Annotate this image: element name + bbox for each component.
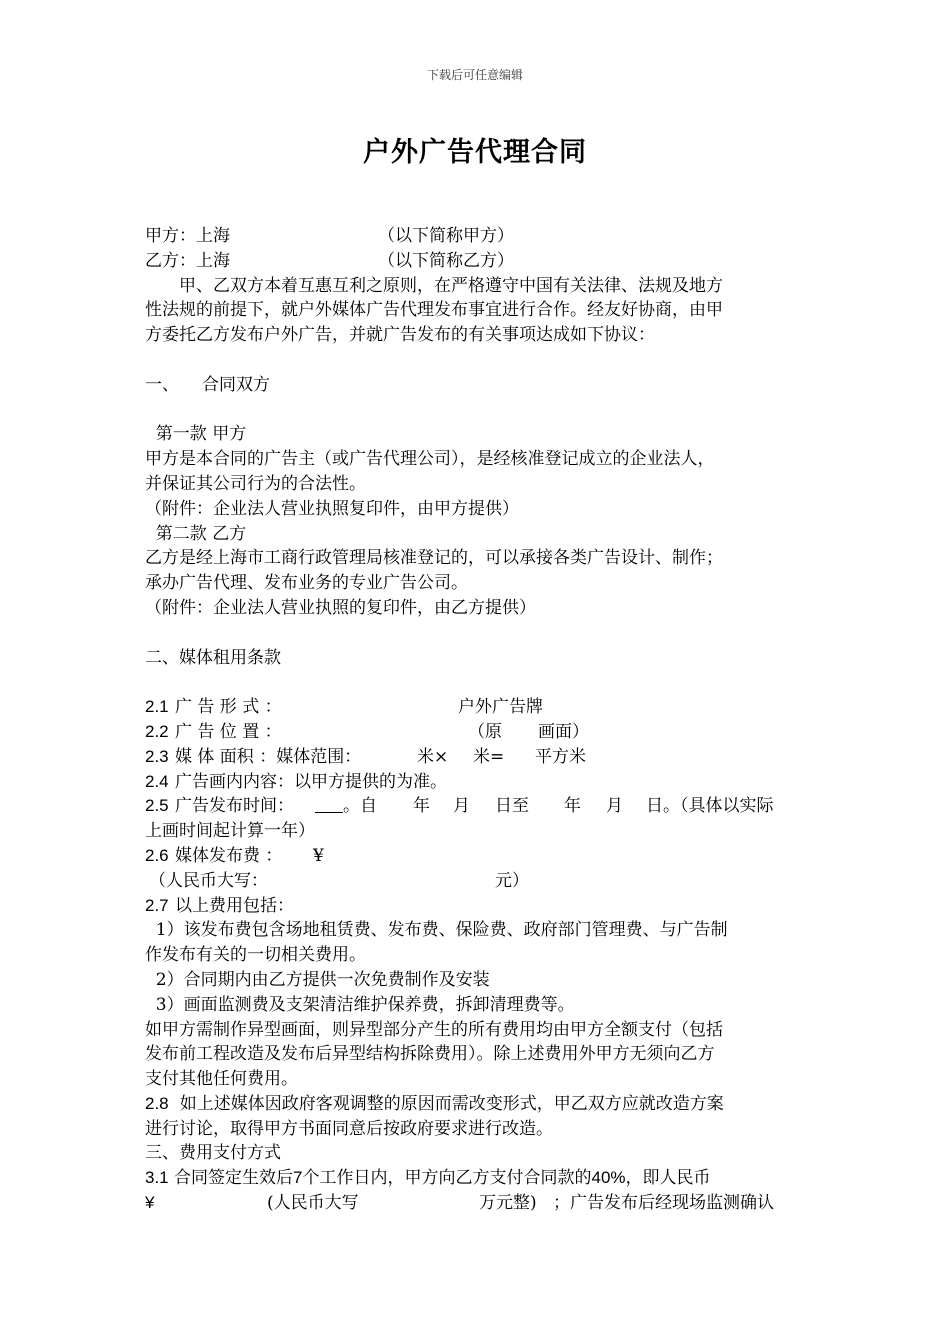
- section-2-heading: 二、媒体租用条款: [145, 647, 281, 668]
- media-area-unit: 米=: [473, 746, 505, 767]
- item-2-8-continuation: 进行讨论，取得甲方书面同意后按政府要求进行改造。: [145, 1118, 553, 1139]
- item-2-7: [145, 894, 810, 919]
- item-text: 以上费用包括：: [175, 895, 294, 916]
- item-number: 2.4: [145, 771, 169, 791]
- clause-1-attachment: （附件：企业法人营业执照复印件，由甲方提供）: [145, 498, 519, 519]
- clause-1-title: 第一款 甲方: [145, 424, 247, 445]
- rmb-unit: 万元整): [479, 1193, 537, 1214]
- item-number: 2.3: [145, 746, 169, 766]
- item-2-5: [145, 794, 810, 819]
- party-b-line: [145, 249, 810, 274]
- party-b-label: 乙方：上海: [145, 250, 230, 271]
- item-2-5-continuation: 上画时间起计算一年）: [145, 821, 315, 842]
- ad-form-value: 户外广告牌: [458, 697, 543, 718]
- contract-body: [145, 224, 810, 1216]
- clause-2-title: 第二款 乙方: [145, 523, 247, 544]
- party-b-alias: （以下简称乙方）: [378, 250, 514, 271]
- date-text: 年: [413, 796, 430, 817]
- item-2-7-point-3: 3）画面监测费及支架清洁维护保养费，拆卸清理费等。: [145, 994, 575, 1015]
- item-number: 2.7: [145, 895, 169, 915]
- date-text: 日。（具体以实际: [646, 796, 774, 817]
- item-number: 2.1: [145, 697, 169, 717]
- item-text: 个工作日内，甲方向乙方支付合同款的: [302, 1168, 592, 1189]
- item-2-6-rmb: [145, 869, 810, 894]
- media-area-unit: 米×: [417, 746, 449, 767]
- item-number: 2.6: [145, 845, 169, 865]
- item-text: 合同签定生效后: [174, 1168, 294, 1189]
- rmb-label: （人民币大写：: [149, 870, 268, 891]
- item-2-6: [145, 844, 810, 869]
- media-area-unit: 平方米: [535, 746, 586, 767]
- date-text: 月: [606, 796, 623, 817]
- item-text: ；广告发布后经现场监测确认: [553, 1193, 774, 1214]
- item-label: 媒 体 面积 ：媒体范围：: [175, 746, 362, 767]
- item-label: 广 告 位 置 ：: [175, 721, 282, 742]
- item-number: 3.1: [145, 1168, 169, 1188]
- publish-time-blank: [315, 794, 343, 813]
- party-a-alias: （以下简称甲方）: [378, 226, 514, 246]
- date-text: 年: [564, 796, 581, 817]
- payment-percent: 40%: [591, 1168, 626, 1188]
- intro-line: 方委托乙方发布户外广告，并就广告发布的有关事项达成如下协议：: [145, 325, 655, 346]
- item-number: 2.5: [145, 796, 169, 816]
- item-2-7-point-1: 作发布有关的一切相关费用。: [145, 945, 366, 966]
- intro-line: 甲、乙双方本着互惠互利之原则，在严格遵守中国有关法律、法规及地方: [145, 275, 723, 296]
- clause-2-text: 乙方是经上海市工商行政管理局核准登记的，可以承接各类广告设计、制作；: [145, 548, 723, 569]
- item-2-3: [145, 745, 810, 770]
- item-2-7-extra: 发布前工程改造及发布后异型结构拆除费用）。除上述费用外甲方无须向乙方: [145, 1044, 715, 1065]
- date-text: 月: [453, 796, 470, 817]
- item-2-1: [145, 695, 810, 720]
- item-label: 广 告 形 式 ：: [175, 697, 282, 718]
- working-days: 7: [293, 1168, 303, 1188]
- item-2-7-point-2: 2）合同期内由乙方提供一次免费制作及安装: [145, 969, 490, 990]
- clause-1-text: 甲方是本合同的广告主（或广告代理公司），是经核准登记成立的企业法人，: [145, 449, 715, 470]
- party-a-label: 甲方：上海: [145, 226, 230, 246]
- item-label: 媒体发布费 ：: [175, 845, 283, 866]
- date-text: 日至: [495, 796, 529, 817]
- date-text: 。自: [343, 796, 377, 817]
- clause-1-text: 并保证其公司行为的合法性。: [145, 473, 366, 494]
- section-1-heading: [145, 373, 810, 398]
- item-2-4: [145, 770, 810, 795]
- ad-position-value: （原: [468, 721, 502, 742]
- section-1-title: 合同双方: [202, 374, 270, 395]
- item-number: 2.2: [145, 721, 169, 741]
- intro-line: 性法规的前提下，就户外媒体广告代理发布事宜进行合作。经友好协商，由甲: [145, 300, 723, 321]
- party-a-line: [145, 224, 810, 249]
- item-label: 广告发布时间：: [175, 796, 294, 817]
- item-3-1: [145, 1166, 810, 1191]
- clause-2-attachment: （附件：企业法人营业执照的复印件，由乙方提供）: [145, 597, 536, 618]
- item-2-8: [145, 1092, 810, 1117]
- item-2-7-extra: 如甲方需制作异型画面，则异型部分产生的所有费用均由甲方全额支付（包括: [145, 1019, 723, 1040]
- ad-position-value: 画面）: [538, 721, 589, 742]
- item-2-7-point-1: 1）该发布费包含场地租赁费、发布费、保险费、政府部门管理费、与广告制: [145, 920, 728, 941]
- page-header-note: 下载后可任意编辑: [426, 68, 523, 82]
- item-2-2: [145, 720, 810, 745]
- rmb-label: (人民币大写: [267, 1193, 359, 1214]
- rmb-unit: 元）: [495, 870, 529, 891]
- fee-currency: ¥: [313, 845, 324, 866]
- item-text: 广告画内内容：以甲方提供的为准。: [175, 771, 447, 792]
- item-text: ，即人民币: [625, 1168, 711, 1189]
- clause-2-text: 承办广告代理、发布业务的专业广告公司。: [145, 573, 468, 594]
- item-2-7-extra: 支付其他任何费用。: [145, 1069, 298, 1090]
- item-number: 2.8: [145, 1093, 169, 1113]
- yen-sign: ¥: [145, 1193, 155, 1213]
- section-1-number: 一、: [145, 374, 179, 395]
- document-title: 户外广告代理合同: [363, 137, 587, 168]
- item-3-1-continuation: [145, 1191, 810, 1216]
- section-3-heading: 三、费用支付方式: [145, 1143, 281, 1164]
- item-text: 如上述媒体因政府客观调整的原因而需改变形式，甲乙双方应就改造方案: [169, 1093, 724, 1114]
